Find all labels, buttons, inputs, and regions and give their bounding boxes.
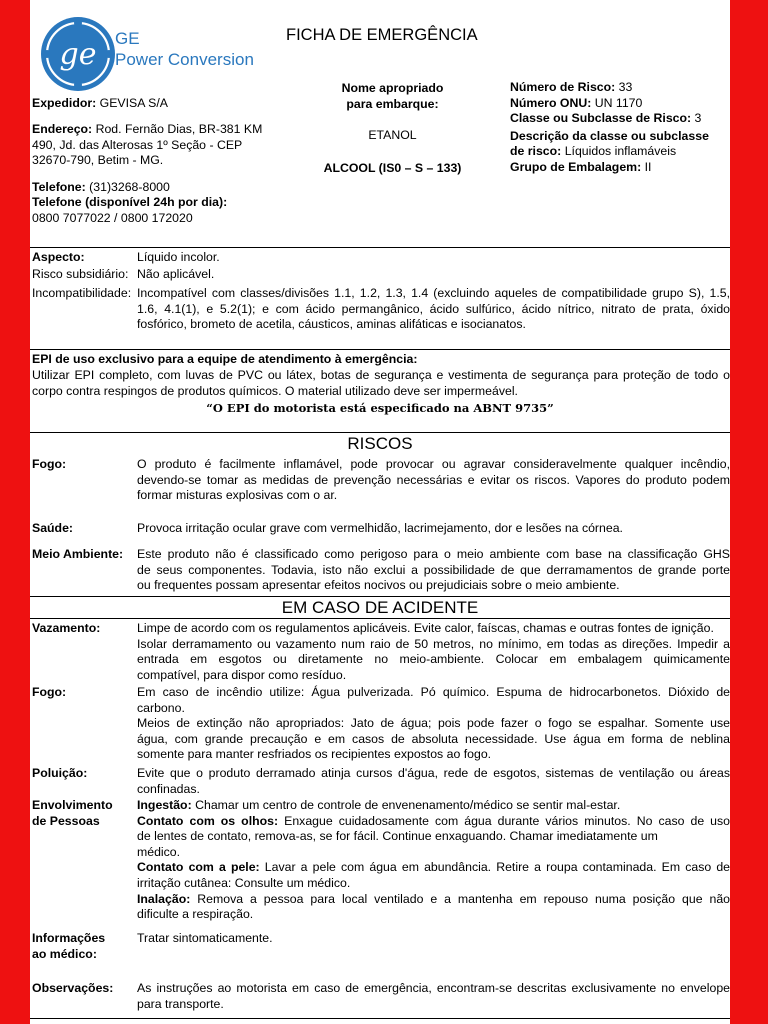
riscos-fogo-line-3: formar misturas explosivas com o ar. [137,488,338,503]
classe-label: Classe ou Subclasse de Risco: [510,111,692,126]
brand-line-1: GE [115,29,140,48]
shipping-name: ETANOL [368,128,417,142]
meio-ambiente-label: Meio Ambiente: [32,547,124,561]
riscos-fogo-line-2: devendo-se tomar as medidas de prevenção necessárias e evitar os riscos. Vapores do produto podem [137,472,730,487]
poluicao-text [137,766,730,797]
numero-risco-value: 33 [618,80,633,94]
ingestao-label: Ingestão: [137,798,192,812]
risco-subsidiario-value: Não aplicável. [137,267,215,281]
brand-line-2: Power Conversion [115,50,254,69]
informacoes-text: Tratar sintomaticamente. [137,931,273,945]
left-red-border [0,0,30,1024]
nome-label-line-2: para embarque: [346,96,439,111]
acidente-fogo-line-3: Meios de extinção não apropriados: Jato de água; pois pode fazer o fogo se espalhar. Somente use [137,716,730,731]
incomp-line-1: Incompatível com classes/divisões 1.1, 1.2, 1.3, 1.4 (excluindo aqueles de compatibilidade grupo S), 1.5, [137,286,730,300]
inalacao-line-2: dificulte a respiração. [137,907,254,922]
divider-1 [30,247,730,248]
page-title: FICHA DE EMERGÊNCIA [286,26,478,44]
observacoes-line-2: para transporte. [137,996,224,1011]
riscos-heading: RISCOS [347,434,413,453]
descricao-value: Líquidos inflamáveis [564,144,677,159]
envolvimento-label-1: Envolvimento [32,798,113,812]
poluicao-line-1: Evite que o produto derramado atinja cursos d'água, rede de esgotos, sistemas de ventilação ou áreas [137,766,730,780]
informacoes-label-2: ao médico: [32,946,97,961]
telefone-24h-label: Telefone (disponível 24h por dia): [32,195,228,209]
acidente-fogo-line-4: água, com grande precaução e em casos de absoluta necessidade. Use água em forma de neblina [137,731,730,746]
poluicao-label: Poluição: [32,766,88,780]
divider-4 [30,596,730,597]
riscos-fogo-line-1: O produto é facilmente inflamável, pode provocar ou agravar consideravelmente qualquer incêndio, [137,457,730,471]
riscos-fogo-label: Fogo: [32,457,67,471]
meio-line-3: ou frequentes possam apresentar efeitos nocivos ou prejudiciais sobre o meio ambiente. [137,578,620,593]
abnt-note: “O EPI do motorista está especificado na ABNT 9735” [206,401,554,415]
classe-value: 3 [694,111,702,126]
epi-heading: EPI de uso exclusivo para a equipe de atendimento à emergência: [32,352,418,366]
acidente-fogo-line-1: Em caso de incêndio utilize: Água pulverizada. Pó químico. Espuma de hidrocarbonetos. Dióxido de [137,685,730,699]
endereco [32,122,275,169]
acidente-heading: EM CASO DE ACIDENTE [281,598,479,617]
meio-line-1: Este produto não é classificado como perigoso para o meio ambiente com base na classificação GHS [137,547,730,561]
expedidor [32,96,168,112]
svg-text:ge: ge [59,37,97,72]
ingestao-text: Chamar um centro de controle de envenenamento/médico se sentir mal-estar. [195,798,621,812]
vazamento-line-4: compatível, para dispor como resíduo. [137,667,347,682]
grupo-label: Grupo de Embalagem: [510,159,642,174]
brand-name [115,28,254,70]
shipping-alias: ALCOOL (IS0 – S – 133) [323,161,462,175]
envolvimento-label [32,798,113,829]
inalacao-line-1: Remova a pessoa para local ventilado e a mantenha em repouso numa posição que não [197,891,730,906]
descricao-label-2: de risco: [510,144,562,159]
telefone-value: (31)3268-8000 [89,180,170,194]
olhos-line-2: de lentes de contato, remova-as, se for fácil. Continue enxaguando. Chamar imediatamente um [137,829,658,844]
observacoes-label: Observações: [32,981,114,995]
acidente-fogo-label: Fogo: [32,685,67,699]
incomp-line-2: 1.6, 4.1(1), e 5.2(1); e com ácido permangânico, ácido sulfúrico, ácido nítrico, nitrato de prata, óxido [137,302,730,316]
vazamento-line-3: entrada em esgotos ou diretamente no meio-ambiente. Colocar em embalagem quimicamente [137,652,730,667]
olhos-line-3: médico. [137,844,181,859]
telefone-label: Telefone: [32,180,86,194]
telefone-24h-value: 0800 7077022 / 0800 172020 [32,211,193,225]
pele-line-1: Lavar a pele com água em abundância. Retire a roupa contaminada. Em caso de [264,860,730,875]
epi-line-1: Utilizar EPI completo, com luvas de PVC ou látex, botas de segurança e vestimenta de segurança para proteção de todo o [32,368,730,382]
envolvimento-label-2: de Pessoas [32,813,100,828]
emergency-sheet [30,0,730,1024]
acidente-fogo-line-2: carbono. [137,700,185,715]
saude-label: Saúde: [32,521,73,535]
grupo-value: II [644,159,652,174]
vazamento-text [137,621,730,683]
olhos-label: Contato com os olhos: [137,813,279,828]
divider-3 [30,432,730,433]
expedidor-label: Expedidor: [32,96,97,110]
vazamento-line-1: Limpe de acordo com os regulamentos aplicáveis. Evite calor, faíscas, chamas e outras fontes de ignição. [137,621,714,635]
expedidor-value: GEVISA S/A [99,96,169,110]
meio-line-2: de seus componentes. Todavia, isto não exclui a possibilidade de que derramamentos de grande porte [137,562,730,577]
descricao-label-1: Descrição da classe ou subclasse [510,128,709,143]
risco-subsidiario-label: Risco subsidiário: [32,267,129,281]
nome-label-line-1: Nome apropriado [341,81,444,95]
ge-logo [40,16,116,92]
divider-bottom [30,1018,730,1019]
inalacao-label: Inalação: [137,891,191,906]
epi-line-2: corpo contra respingos de produtos químicos. O material utilizado deve ser impermeável. [32,384,518,398]
divider-5 [30,618,730,619]
endereco-line-3: 32670-790, Betim - MG. [32,153,164,168]
nome-apropriado-label [310,81,475,112]
saude-text: Provoca irritação ocular grave com vermelhidão, lacrimejamento, dor e lesões na córnea. [137,521,623,535]
right-red-border [730,0,768,1024]
numero-risco-label: Número de Risco: [510,80,616,94]
pele-label: Contato com a pele: [137,860,260,875]
aspecto-value: Líquido incolor. [137,250,220,264]
vazamento-line-2: Isolar derramamento ou vazamento num raio de 50 metros, no mínimo, em todas as direções. Impedir a [137,636,730,651]
endereco-label: Endereço: [32,122,93,136]
endereco-line-1: Rod. Fernão Dias, BR-381 KM [95,122,263,136]
numero-onu-label: Número ONU: [510,95,592,110]
incompatibilidade-label: Incompatibilidade: [32,286,132,300]
telefone [32,180,170,196]
poluicao-line-2: confinadas. [137,781,200,796]
divider-2 [30,349,730,350]
pele-line-2: irritação cutânea: Consulte um médico. [137,875,351,890]
observacoes-line-1: As instruções ao motorista em caso de emergência, encontram-se descritas exclusivamente no envelope [137,981,730,995]
acidente-fogo-text [137,685,730,763]
meio-ambiente-text [137,547,730,594]
risk-info [510,80,725,176]
numero-onu-value: UN 1170 [594,95,643,110]
observacoes-text [137,981,730,1012]
vazamento-label: Vazamento: [32,621,101,635]
acidente-fogo-line-5: somente para manter resfriados os recipientes expostos ao fogo. [137,747,492,762]
incomp-line-3: fosfórico, brometo de acetila, cáusticos, aminas alifáticas e isocianatos. [137,317,526,331]
informacoes-label [32,931,105,962]
aspecto-label: Aspecto: [32,250,85,264]
riscos-fogo-text [137,457,730,504]
endereco-line-2: 490, Jd. das Alterosas 1º Seção - CEP [32,137,243,152]
informacoes-label-1: Informações [32,931,106,945]
olhos-line-1: Enxague cuidadosamente com água durante vários minutos. No caso de uso [284,813,731,828]
envolvimento-text [137,798,730,923]
